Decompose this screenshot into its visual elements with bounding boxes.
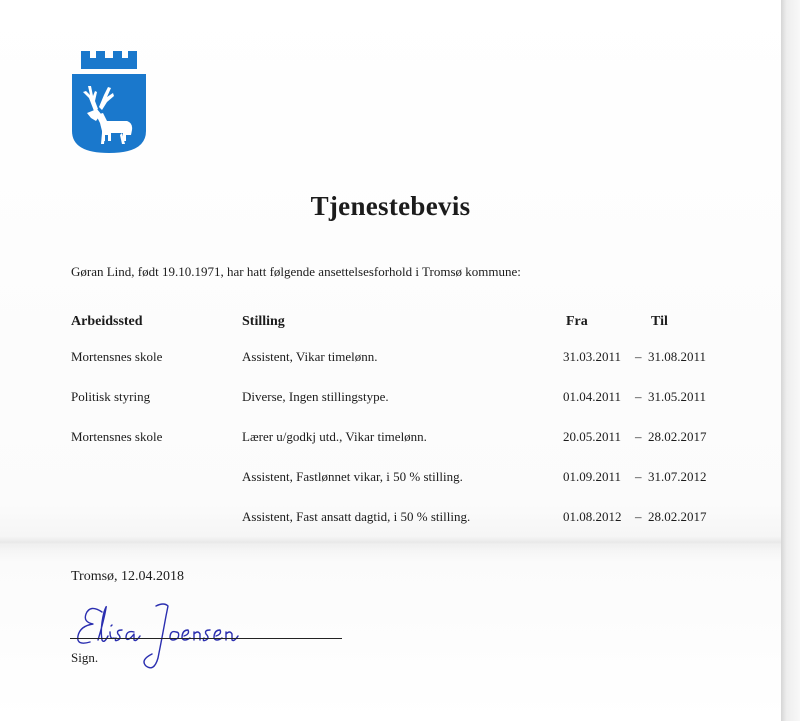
row-4-dash: –	[635, 469, 642, 484]
row-2-position: Diverse, Ingen stillingstype.	[242, 389, 389, 404]
row-1-to: 31.08.2011	[648, 349, 707, 364]
row-2-dash: –	[635, 389, 642, 404]
row-2-workplace: Politisk styring	[71, 389, 151, 404]
row-3-workplace: Mortensnes skole	[71, 429, 163, 444]
row-3-from: 20.05.2011	[563, 429, 622, 444]
row-5-to: 28.02.2017	[648, 509, 707, 524]
paper-fold	[0, 536, 781, 550]
row-1-from: 31.03.2011	[563, 349, 622, 364]
handwritten-signature	[60, 590, 250, 680]
row-2-to: 31.05.2011	[648, 389, 707, 404]
place-date: Tromsø, 12.04.2018	[71, 569, 185, 584]
row-3-dash: –	[635, 429, 642, 444]
header-to: Til	[651, 314, 668, 329]
sign-label: Sign.	[71, 650, 99, 665]
row-4-from: 01.09.2011	[563, 469, 622, 484]
header-from: Fra	[566, 314, 588, 329]
header-workplace: Arbeidssted	[71, 314, 143, 329]
row-5-dash: –	[635, 509, 642, 524]
signature-line	[70, 638, 342, 639]
row-4-position: Assistent, Fastlønnet vikar, i 50 % stilling.	[242, 469, 463, 484]
header-position: Stilling	[242, 314, 285, 329]
row-1-position: Assistent, Vikar timelønn.	[242, 349, 378, 364]
page-edge	[781, 0, 800, 721]
row-2-from: 01.04.2011	[563, 389, 622, 404]
row-5-position: Assistent, Fast ansatt dagtid, i 50 % stilling.	[242, 509, 471, 524]
row-1-dash: –	[635, 349, 642, 364]
row-3-position: Lærer u/godkj utd., Vikar timelønn.	[242, 429, 427, 444]
document-title: Tjenestebevis	[310, 191, 471, 221]
row-1-workplace: Mortensnes skole	[71, 349, 163, 364]
intro-text: Gøran Lind, født 19.10.1971, har hatt følgende ansettelsesforhold i Tromsø kommune:	[71, 264, 521, 279]
row-4-to: 31.07.2012	[648, 469, 707, 484]
row-5-from: 01.08.2012	[563, 509, 622, 524]
row-3-to: 28.02.2017	[648, 429, 707, 444]
reindeer-coat-of-arms-icon	[70, 51, 148, 155]
